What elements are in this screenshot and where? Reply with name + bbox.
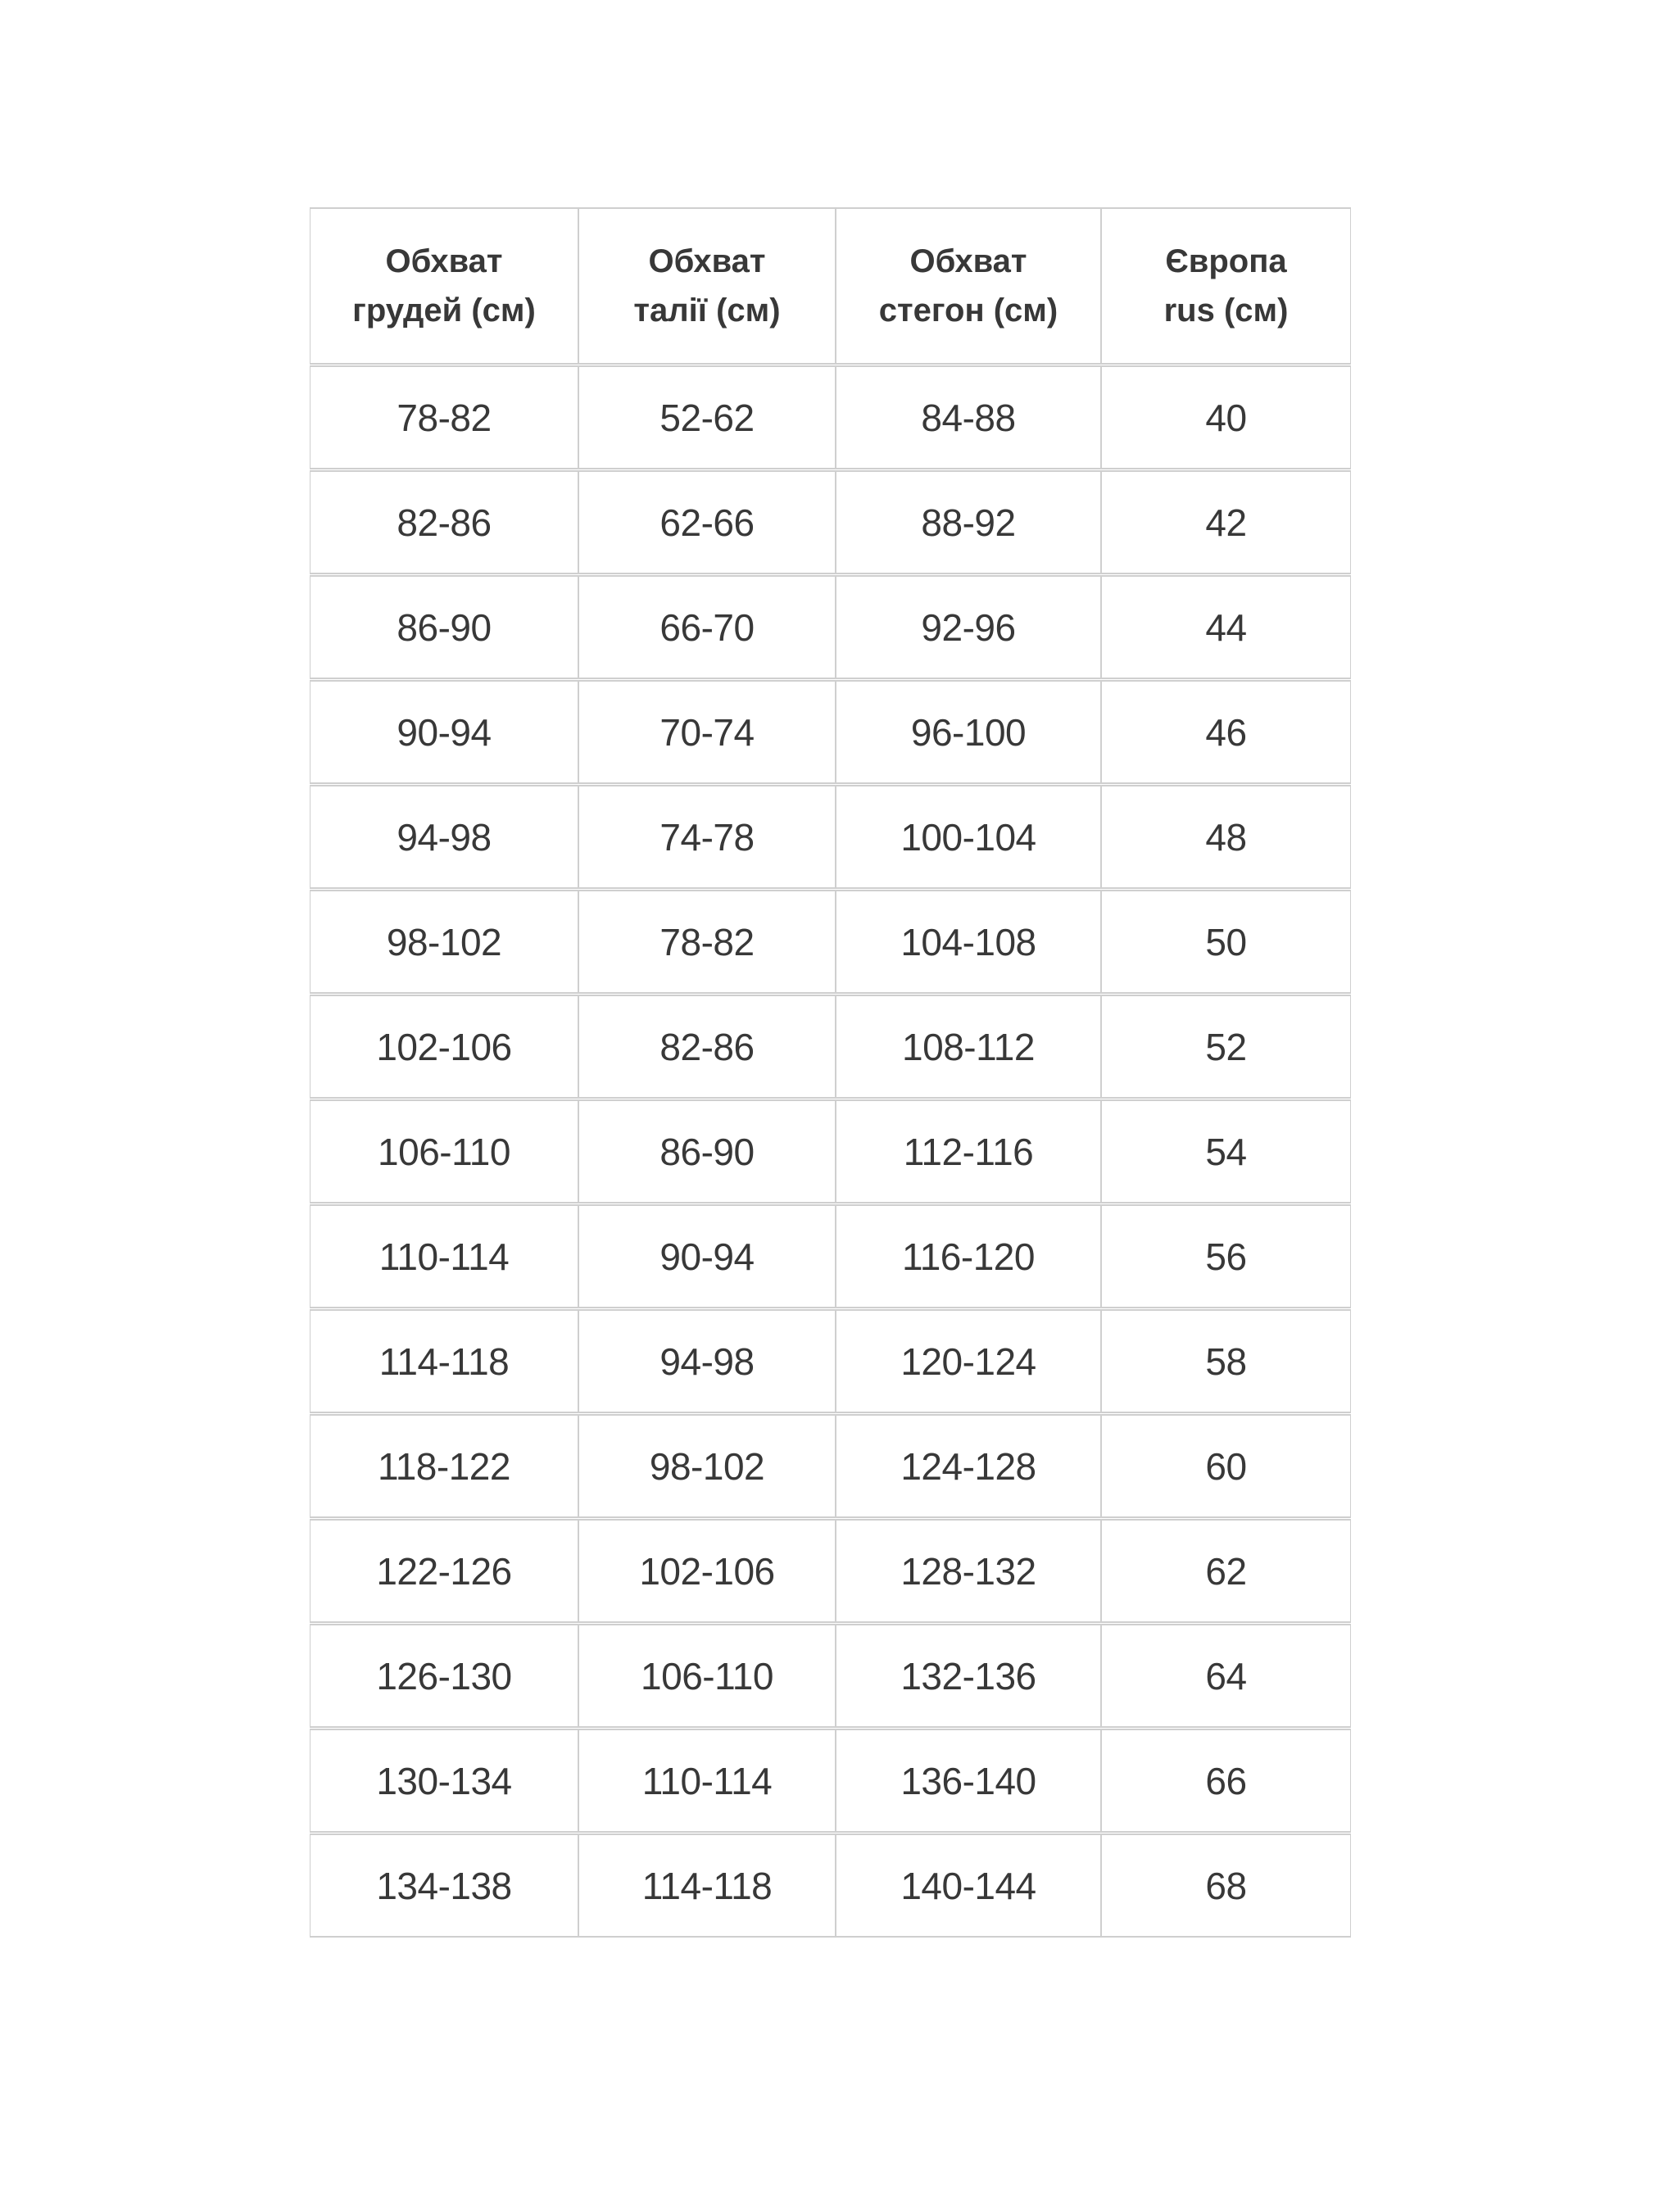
header-cell-chest [310,207,578,365]
waist-cell: 106-110 [578,1624,836,1728]
header-line: Обхват [385,243,503,279]
header-line: Європа [1165,243,1287,279]
header-row [310,207,1351,365]
chest-cell: 94-98 [310,785,578,889]
waist-cell: 52-62 [578,365,836,469]
size-cell: 44 [1101,575,1351,679]
table-row [310,1309,1351,1413]
waist-cell: 70-74 [578,680,836,784]
waist-cell: 86-90 [578,1099,836,1203]
size-cell: 68 [1101,1834,1351,1938]
table-row [310,1834,1351,1938]
waist-cell: 66-70 [578,575,836,679]
hips-cell: 120-124 [836,1309,1101,1413]
size-cell: 60 [1101,1414,1351,1518]
chest-cell: 102-106 [310,995,578,1099]
waist-cell: 62-66 [578,470,836,574]
header-line: Обхват [648,243,766,279]
header-cell-europe-size [1101,207,1351,365]
table-row [310,1414,1351,1518]
header-line: Обхват [909,243,1027,279]
table-row [310,680,1351,784]
size-chart [310,206,1351,1938]
table-row [310,1519,1351,1623]
hips-cell: 84-88 [836,365,1101,469]
hips-cell: 100-104 [836,785,1101,889]
hips-cell: 88-92 [836,470,1101,574]
header-cell-hips [836,207,1101,365]
table-row [310,1204,1351,1308]
size-chart-table [310,206,1351,1938]
chest-cell: 98-102 [310,890,578,994]
size-cell: 62 [1101,1519,1351,1623]
header-line: rus (см) [1163,292,1289,329]
waist-cell: 82-86 [578,995,836,1099]
chest-cell: 90-94 [310,680,578,784]
hips-cell: 108-112 [836,995,1101,1099]
size-cell: 46 [1101,680,1351,784]
hips-cell: 112-116 [836,1099,1101,1203]
hips-cell: 96-100 [836,680,1101,784]
waist-cell: 90-94 [578,1204,836,1308]
size-cell: 50 [1101,890,1351,994]
table-header [310,207,1351,365]
chest-cell: 78-82 [310,365,578,469]
size-cell: 56 [1101,1204,1351,1308]
chest-cell: 86-90 [310,575,578,679]
waist-cell: 94-98 [578,1309,836,1413]
hips-cell: 116-120 [836,1204,1101,1308]
chest-cell: 134-138 [310,1834,578,1938]
size-cell: 42 [1101,470,1351,574]
table-row [310,1099,1351,1203]
size-cell: 66 [1101,1729,1351,1833]
hips-cell: 104-108 [836,890,1101,994]
waist-cell: 110-114 [578,1729,836,1833]
hips-cell: 128-132 [836,1519,1101,1623]
waist-cell: 98-102 [578,1414,836,1518]
chest-cell: 114-118 [310,1309,578,1413]
waist-cell: 102-106 [578,1519,836,1623]
size-cell: 40 [1101,365,1351,469]
chest-cell: 126-130 [310,1624,578,1728]
waist-cell: 114-118 [578,1834,836,1938]
table-row [310,785,1351,889]
hips-cell: 136-140 [836,1729,1101,1833]
header-line: стегон (см) [878,292,1058,329]
chest-cell: 118-122 [310,1414,578,1518]
table-row [310,470,1351,574]
table-row [310,890,1351,994]
waist-cell: 78-82 [578,890,836,994]
chest-cell: 130-134 [310,1729,578,1833]
header-line: грудей (см) [352,292,536,329]
hips-cell: 124-128 [836,1414,1101,1518]
table-row [310,995,1351,1099]
table-row [310,575,1351,679]
header-cell-waist [578,207,836,365]
table-body [310,365,1351,1938]
size-cell: 64 [1101,1624,1351,1728]
table-row [310,1624,1351,1728]
chest-cell: 122-126 [310,1519,578,1623]
hips-cell: 140-144 [836,1834,1101,1938]
chest-cell: 82-86 [310,470,578,574]
header-line: талії (см) [633,292,781,329]
hips-cell: 132-136 [836,1624,1101,1728]
chest-cell: 110-114 [310,1204,578,1308]
table-row [310,1729,1351,1833]
waist-cell: 74-78 [578,785,836,889]
size-cell: 58 [1101,1309,1351,1413]
size-cell: 54 [1101,1099,1351,1203]
hips-cell: 92-96 [836,575,1101,679]
size-cell: 48 [1101,785,1351,889]
size-cell: 52 [1101,995,1351,1099]
table-row [310,365,1351,469]
chest-cell: 106-110 [310,1099,578,1203]
